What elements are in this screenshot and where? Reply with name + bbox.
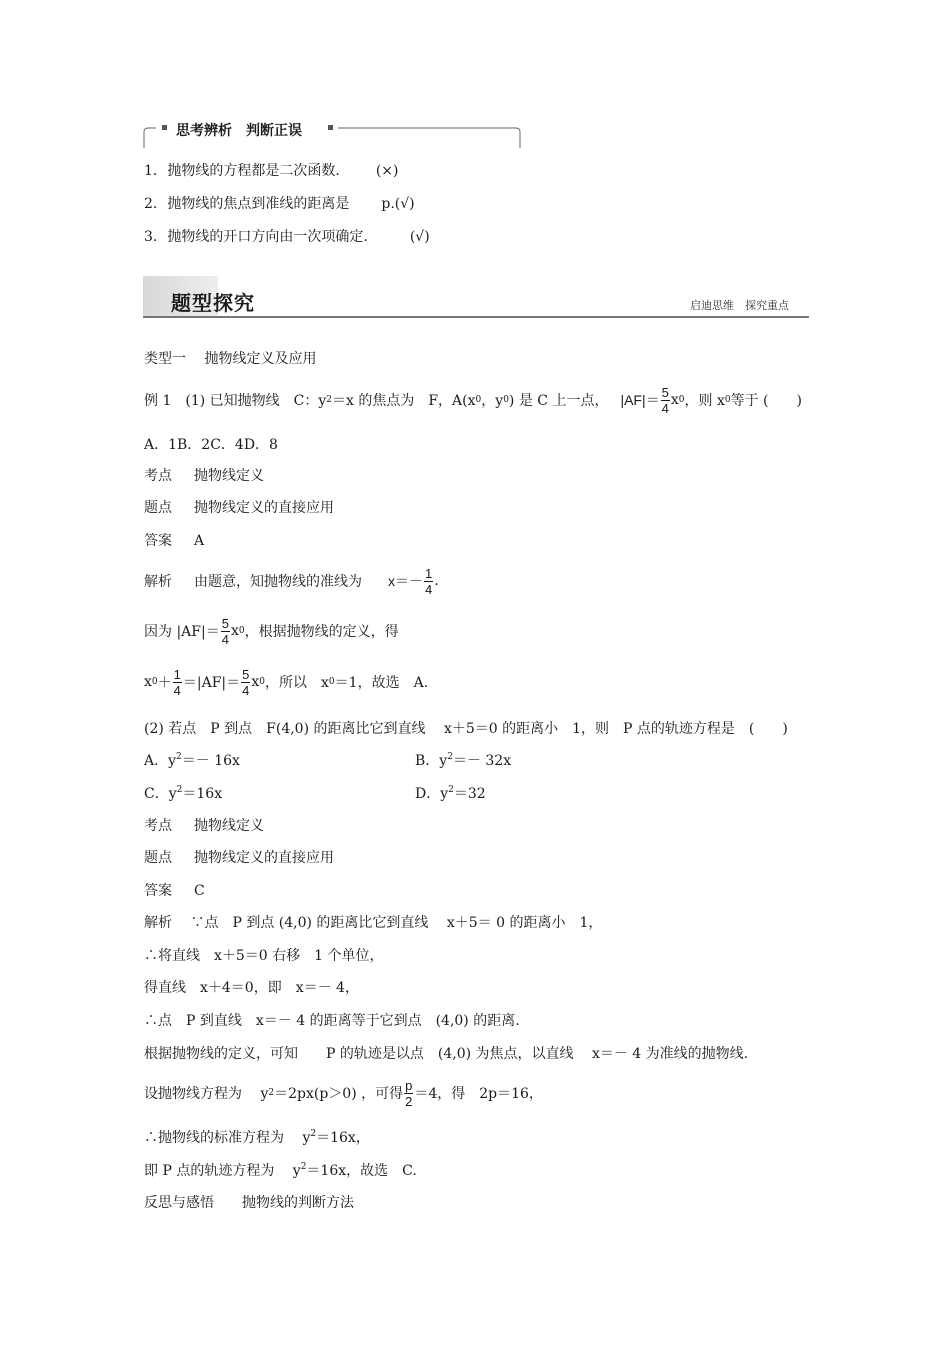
q2-option-c: C．$y^2=16x$: [144, 785, 223, 802]
question-2: (2) 若点 P 到点 F(4,0) 的距离比它到直线 x＋5＝0 的距离小 1，则 P 点的轨迹方程是 ( ): [144, 721, 788, 737]
tidian-2: 题点 抛物线定义的直接应用: [144, 850, 334, 866]
reflection-line: 反思与感悟 抛物线的判断方法: [144, 1195, 354, 1211]
answer-1: 答案 A: [144, 533, 205, 549]
because-line: 因为 |AF|＝ $\frac{5}{4}$ x 0 ，根据抛物线的定义，得: [144, 615, 399, 647]
q2-option-b: B．$y^2=- 32x$: [415, 752, 512, 769]
q2-option-a: A．$y^2=- 16x$: [144, 752, 240, 769]
judge-item-2: 2. 抛物线的焦点到准线的距离是 p.(√): [144, 196, 415, 212]
type-heading: 类型一 抛物线定义及应用: [144, 351, 317, 367]
trajectory-line: 即 P 点的轨迹方程为 $y^2=16x$，故选 C.: [144, 1162, 417, 1179]
solution-line-4: ∴点 P 到直线 x＝－ 4 的距离等于它到点 (4,0) 的距离.: [144, 1013, 520, 1029]
analysis-1: 解析 由题意，知抛物线的准线为 x＝－ $\frac{1}{4}$ .: [144, 565, 439, 597]
tidian-1: 题点 抛物线定义的直接应用: [144, 500, 334, 516]
answer-2: 答案 C: [144, 883, 205, 899]
kaodian-1: 考点 抛物线定义: [144, 468, 264, 484]
kaodian-2: 考点 抛物线定义: [144, 818, 264, 834]
solution-line-1: 解析 ∵点 P 到点 (4,0) 的距离比它到直线 x＋5＝ 0 的距离小 1，: [144, 915, 603, 931]
q2-option-d: D．$y^2=32$: [415, 785, 486, 802]
judge-item-1: 1. 抛物线的方程都是二次函数. (×): [144, 163, 399, 179]
solution-line-3: 得直线 x＋4＝0，即 x＝－ 4，: [144, 980, 359, 996]
example-1-question: 例 1 (1) 已知抛物线 C：y 2 ＝x 的焦点为 F，A(x 0 ，y 0 ) 是 C 上一点， |AF|＝ $\frac{5}{4}$ x 0 ，则 x 0 等于 ( ): [144, 384, 802, 416]
standard-equation-line: ∴抛物线的标准方程为 $y^2=16x$，: [144, 1129, 370, 1146]
section-title: 题型探究: [171, 291, 255, 315]
set-equation-line: 设抛物线方程为 y 2 ＝2px(p＞0) ，可得 $\frac{p}{2}$ ＝4，得 2p＝16，: [144, 1077, 543, 1109]
example-1-options: A．1B．2C．4D．8: [144, 437, 278, 453]
section-rule: [143, 316, 809, 318]
solution-line-2: ∴将直线 x＋5＝0 右移 1 个单位，: [144, 948, 384, 964]
fraction-5-4: $\frac{5}{4}$: [661, 384, 669, 416]
think-header-title: 思考辨析 判断正误: [176, 123, 302, 139]
equation-line: x 0 ＋ $\frac{1}{4}$ ＝|AF|＝ $\frac{5}{4}$ x 0 ，所以 x 0 ＝1，故选 A.: [144, 666, 429, 698]
judge-item-3: 3. 抛物线的开口方向由一次项确定. (√): [144, 229, 430, 245]
section-subtitle: 启迪思维 探究重点: [690, 299, 789, 312]
solution-line-5: 根据抛物线的定义，可知 P 的轨迹是以点 (4,0) 为焦点，以直线 x＝－ 4 为准线的抛物线.: [144, 1046, 749, 1062]
